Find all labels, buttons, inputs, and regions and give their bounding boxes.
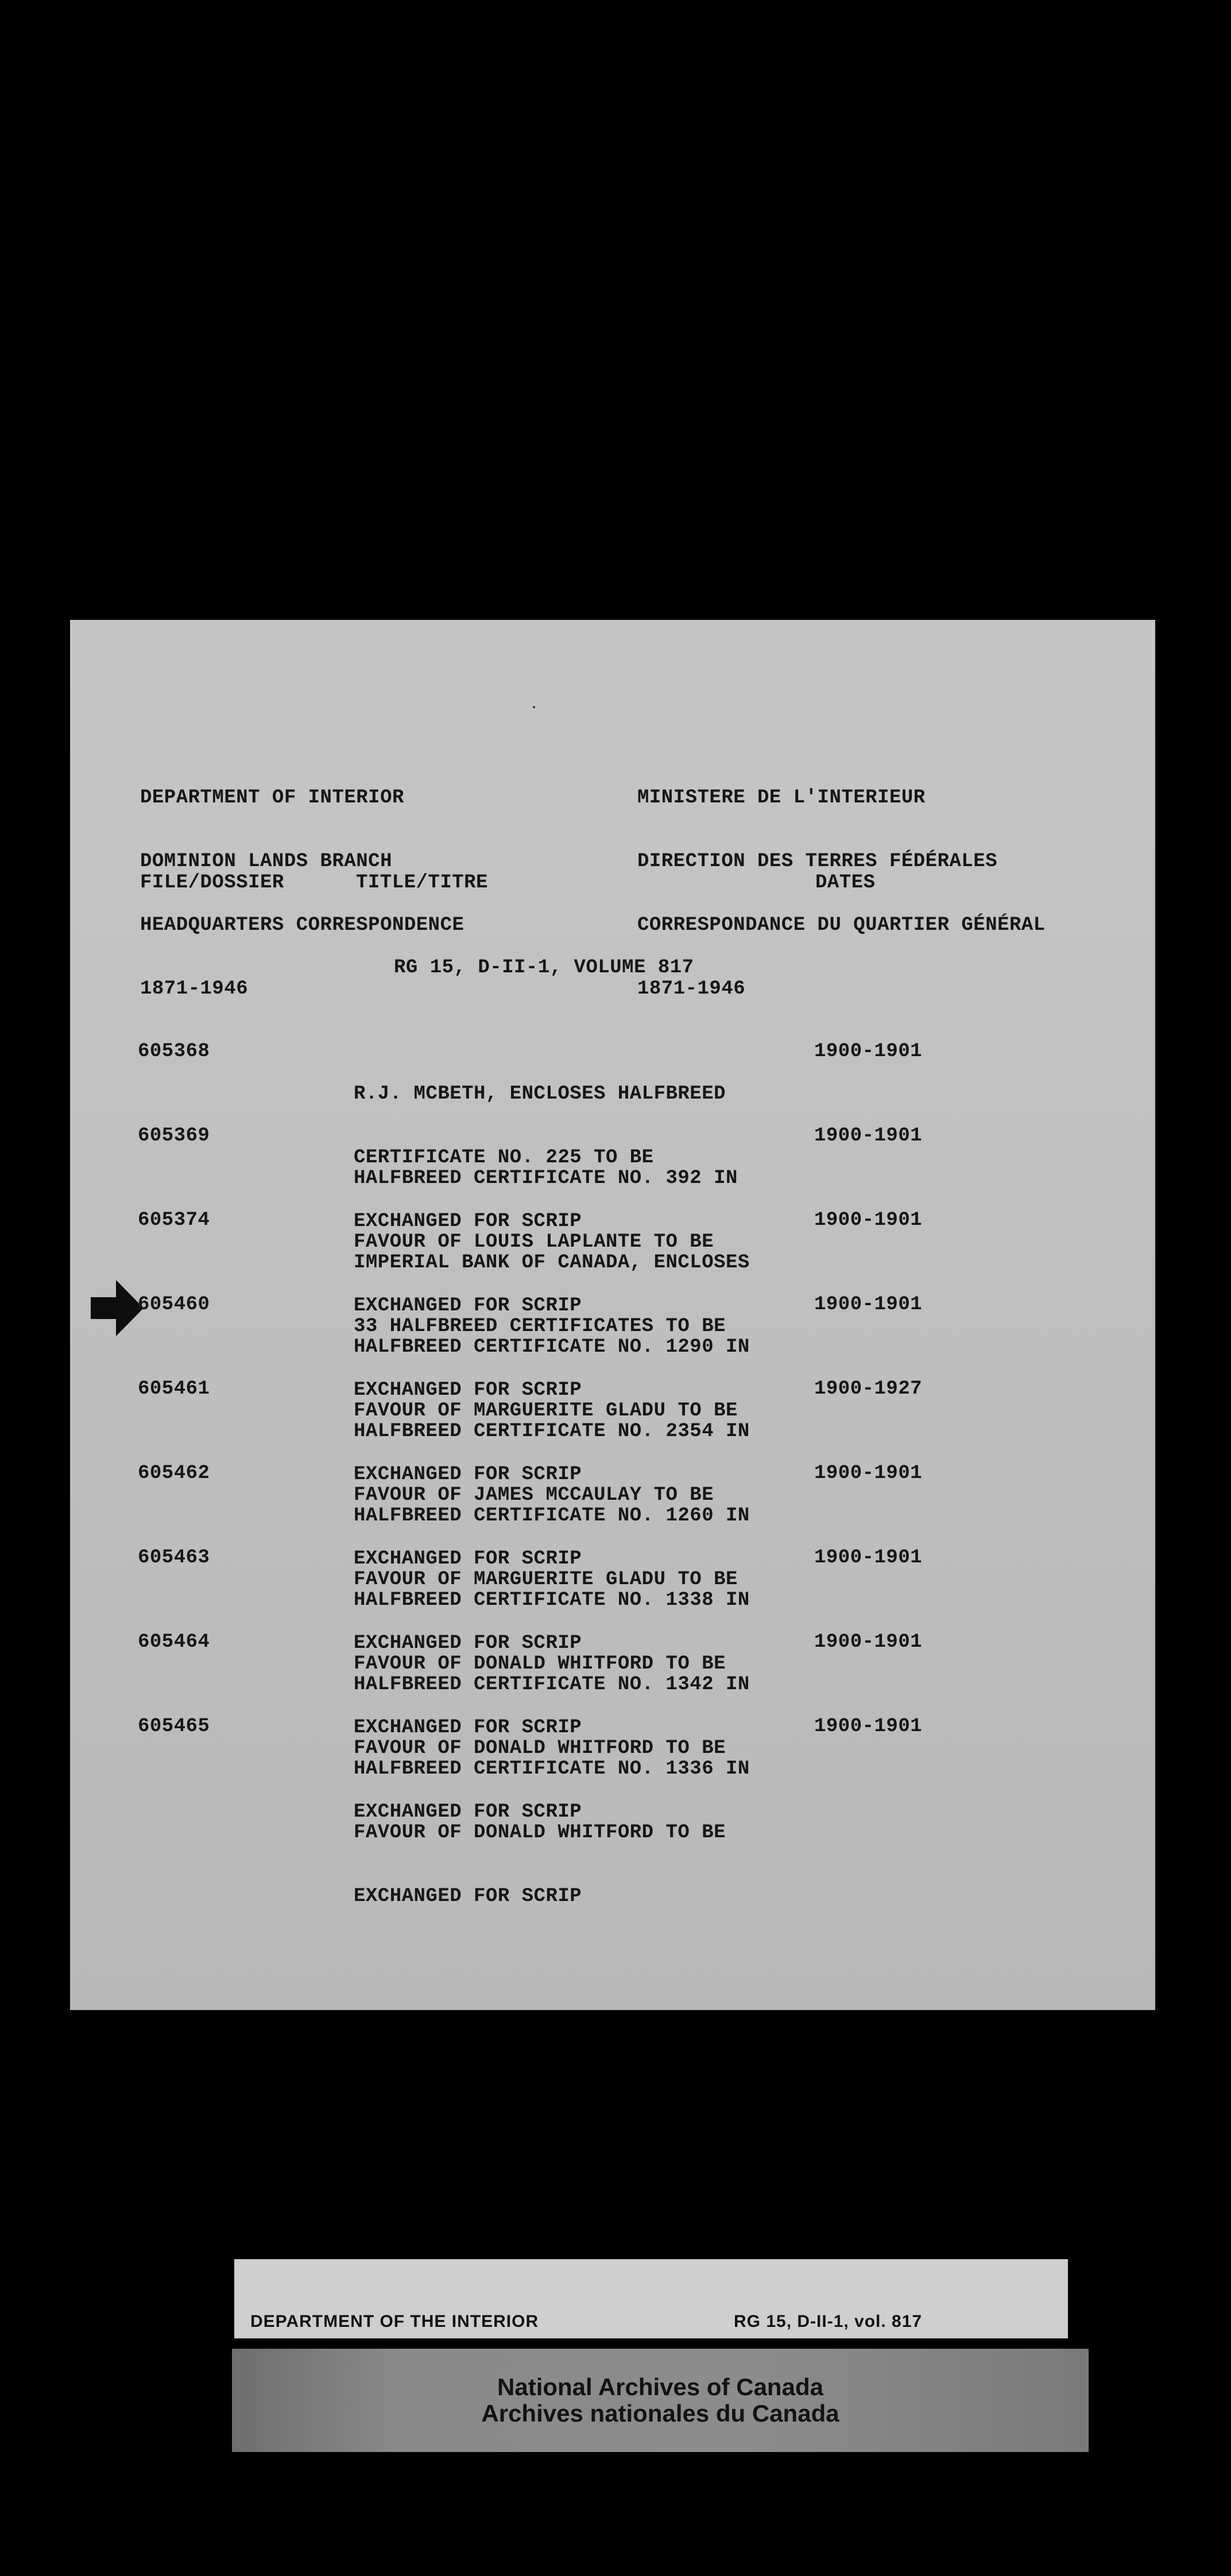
entry-title-line: FAVOUR OF DONALD WHITFORD TO BE [354,1822,726,1844]
column-header-dates: DATES [815,872,876,894]
file-number: 605461 [138,1378,210,1400]
entry-title-line: HALFBREED CERTIFICATE NO. 1290 IN [354,1336,750,1358]
entry-title-line: HALFBREED CERTIFICATE NO. 1336 IN [354,1758,750,1780]
film-label-strip [234,2259,1068,2338]
column-header-title: TITLE/TITRE [356,872,488,894]
speck [533,706,535,708]
entry-title-line: HALFBREED CERTIFICATE NO. 2354 IN [354,1421,750,1442]
entry-title-line: EXCHANGED FOR SCRIP [354,1548,582,1570]
header-french [637,745,1046,1042]
volume-heading: RG 15, D-II-1, VOLUME 817 [394,957,694,979]
entry-title [354,1716,750,1950]
entry-title-line: HALFBREED CERTIFICATE NO. 1260 IN [354,1505,750,1527]
file-number: 605465 [138,1716,210,1737]
header-english-line: 1871-1946 [140,978,249,1000]
entry-title-line: HALFBREED CERTIFICATE NO. 1338 IN [354,1589,750,1611]
entry-title-line: FAVOUR OF MARGUERITE GLADU TO BE [354,1400,738,1422]
entry-title-line: FAVOUR OF DONALD WHITFORD TO BE [354,1653,726,1675]
header-french-line: CORRESPONDANCE DU QUARTIER GÉNÉRAL [637,914,1046,936]
entry-title-line: EXCHANGED FOR SCRIP [354,1801,582,1823]
entry-dates: 1900-1901 [814,1631,923,1653]
archive-banner-line: Archives nationales du Canada [481,2400,839,2427]
entry-title-line: FAVOUR OF MARGUERITE GLADU TO BE [354,1569,738,1590]
column-header-file: FILE/DOSSIER [140,872,284,894]
entry-dates: 1900-1901 [814,1462,923,1484]
file-number: 605369 [138,1125,210,1147]
entry-dates: 1900-1927 [814,1378,923,1400]
document-sheet [70,620,1155,2010]
entry-dates: 1900-1901 [814,1716,923,1737]
header-english-line: DOMINION LANDS BRANCH [140,851,392,872]
header-french-line: 1871-1946 [637,978,746,1000]
entry-title-line: EXCHANGED FOR SCRIP [354,1379,582,1401]
entry-title-line: EXCHANGED FOR SCRIP [354,1211,582,1232]
file-number: 605462 [138,1462,210,1484]
entry-title-line: R.J. MCBETH, ENCLOSES HALFBREED [354,1083,726,1105]
entry-title-line: CERTIFICATE NO. 225 TO BE [354,1147,654,1169]
entry-title-line: FAVOUR OF JAMES MCCAULAY TO BE [354,1484,714,1506]
file-number: 605460 [138,1294,210,1316]
entry-dates: 1900-1901 [814,1294,923,1316]
archive-banner-line: National Archives of Canada [497,2373,823,2400]
label-reference-line: RG 15, D-II-1, vol. 817 [734,2312,923,2331]
list-item [70,1716,1155,1907]
file-number: 605464 [138,1631,210,1653]
header-french-line: DIRECTION DES TERRES FÉDÉRALES [637,851,998,872]
entry-dates: 1900-1901 [814,1209,923,1231]
entry-title-line: FAVOUR OF DONALD WHITFORD TO BE [354,1737,726,1759]
entry-dates: 1900-1901 [814,1547,923,1569]
entry-title-line: IMPERIAL BANK OF CANADA, ENCLOSES [354,1252,750,1274]
entry-title-line: EXCHANGED FOR SCRIP [354,1717,582,1739]
header-english-line: HEADQUARTERS CORRESPONDENCE [140,914,464,936]
entry-title-line: EXCHANGED FOR SCRIP [354,1295,582,1317]
entry-dates: 1900-1901 [814,1125,923,1147]
archive-banner [232,2349,1089,2452]
entry-title-line: EXCHANGED FOR SCRIP [354,1886,582,1907]
header-english [140,745,464,1042]
entry-dates: 1900-1901 [814,1041,923,1062]
file-number: 605368 [138,1041,210,1062]
entry-title-line: HALFBREED CERTIFICATE NO. 1342 IN [354,1674,750,1696]
entry-title-line: EXCHANGED FOR SCRIP [354,1464,582,1485]
entry-title-line: HALFBREED CERTIFICATE NO. 392 IN [354,1167,738,1189]
entry-title-line: FAVOUR OF LOUIS LAPLANTE TO BE [354,1231,714,1253]
file-number: 605463 [138,1547,210,1569]
header-english-line: DEPARTMENT OF INTERIOR [140,787,404,809]
file-number: 605374 [138,1209,210,1231]
entry-title-line: EXCHANGED FOR SCRIP [354,1632,582,1654]
label-department-line: DEPARTMENT OF THE INTERIOR [250,2312,539,2331]
header-french-line: MINISTERE DE L'INTERIEUR [637,787,926,809]
entry-title-line: 33 HALFBREED CERTIFICATES TO BE [354,1316,726,1337]
archive-banner-text [232,2374,1089,2427]
